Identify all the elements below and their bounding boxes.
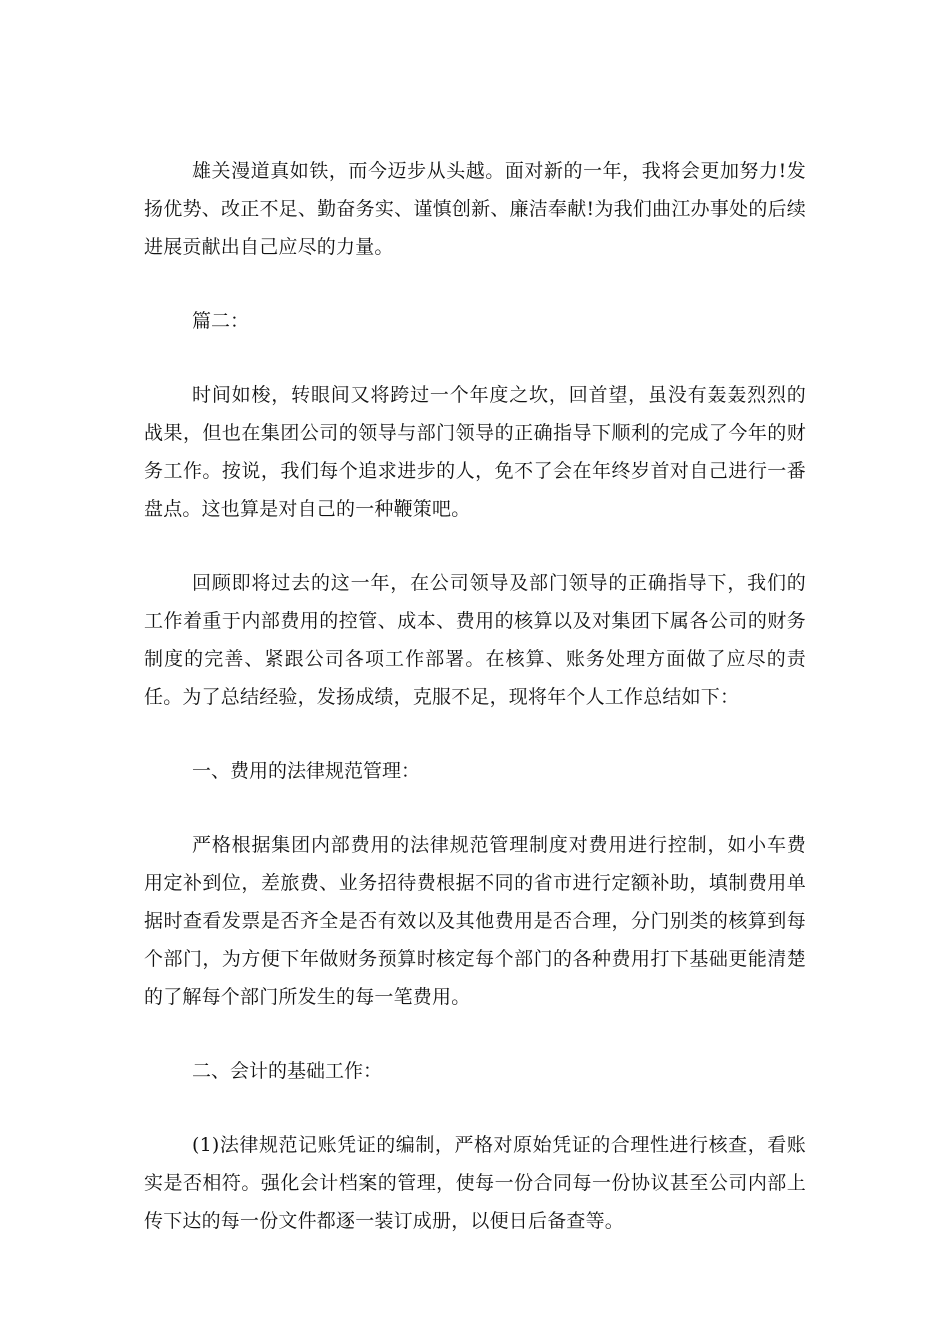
- paragraph-expense-control: 严格根据集团内部费用的法律规范管理制度对费用进行控制，如小车费用定补到位，差旅费、业务招待费根据不同的省市进行定额补助，填制费用单据时查看发票是否齐全是否有效以及其他费用是否合理，分门别类的核算到每个部门，为方便下年做财务预算时核定每个部门的各种费用打下基础更能清楚的了解每个部门所发生的每一笔费用。: [144, 834, 806, 1008]
- section-heading-part-two: 篇二：: [192, 310, 250, 332]
- paragraph-gap: [144, 266, 806, 302]
- section-heading-accounting-basics: 二、会计的基础工作：: [192, 1060, 383, 1082]
- paragraph-review: 回顾即将过去的这一年，在公司领导及部门领导的正确指导下，我们的工作着重于内部费用的控管、成本、费用的核算以及对集团下属各公司的财务制度的完善、紧跟公司各项工作部署。在核算、账务处理方面做了应尽的责任。为了总结经验，发扬成绩，克服不足，现将年个人工作总结如下：: [144, 572, 806, 708]
- paragraph-voucher-management: (1)法律规范记账凭证的编制，严格对原始凭证的合理性进行核查，看账实是否相符。强化会计档案的管理，使每一份合同每一份协议甚至公司内部上传下达的每一份文件都逐一装订成册，以便日后备查等。: [144, 1134, 806, 1232]
- paragraph-gap: [144, 528, 806, 564]
- paragraph-gap: [144, 340, 806, 376]
- document-body: [144, 152, 806, 1240]
- paragraph-gap: [144, 716, 806, 752]
- paragraph-gap: [144, 790, 806, 826]
- paragraph-gap: [144, 1090, 806, 1126]
- section-heading-expense-management: 一、费用的法律规范管理：: [192, 760, 421, 782]
- paragraph-intro: 时间如梭，转眼间又将跨过一个年度之坎，回首望，虽没有轰轰烈烈的战果，但也在集团公司的领导与部门领导的正确指导下顺利的完成了今年的财务工作。按说，我们每个追求进步的人，免不了会在年终岁首对自己进行一番盘点。这也算是对自己的一种鞭策吧。: [144, 384, 806, 520]
- paragraph-gap: [144, 1016, 806, 1052]
- paragraph-closing: 雄关漫道真如铁，而今迈步从头越。面对新的一年，我将会更加努力!发扬优势、改正不足、勤奋务实、谨慎创新、廉洁奉献!为我们曲江办事处的后续进展贡献出自己应尽的力量。: [144, 160, 806, 258]
